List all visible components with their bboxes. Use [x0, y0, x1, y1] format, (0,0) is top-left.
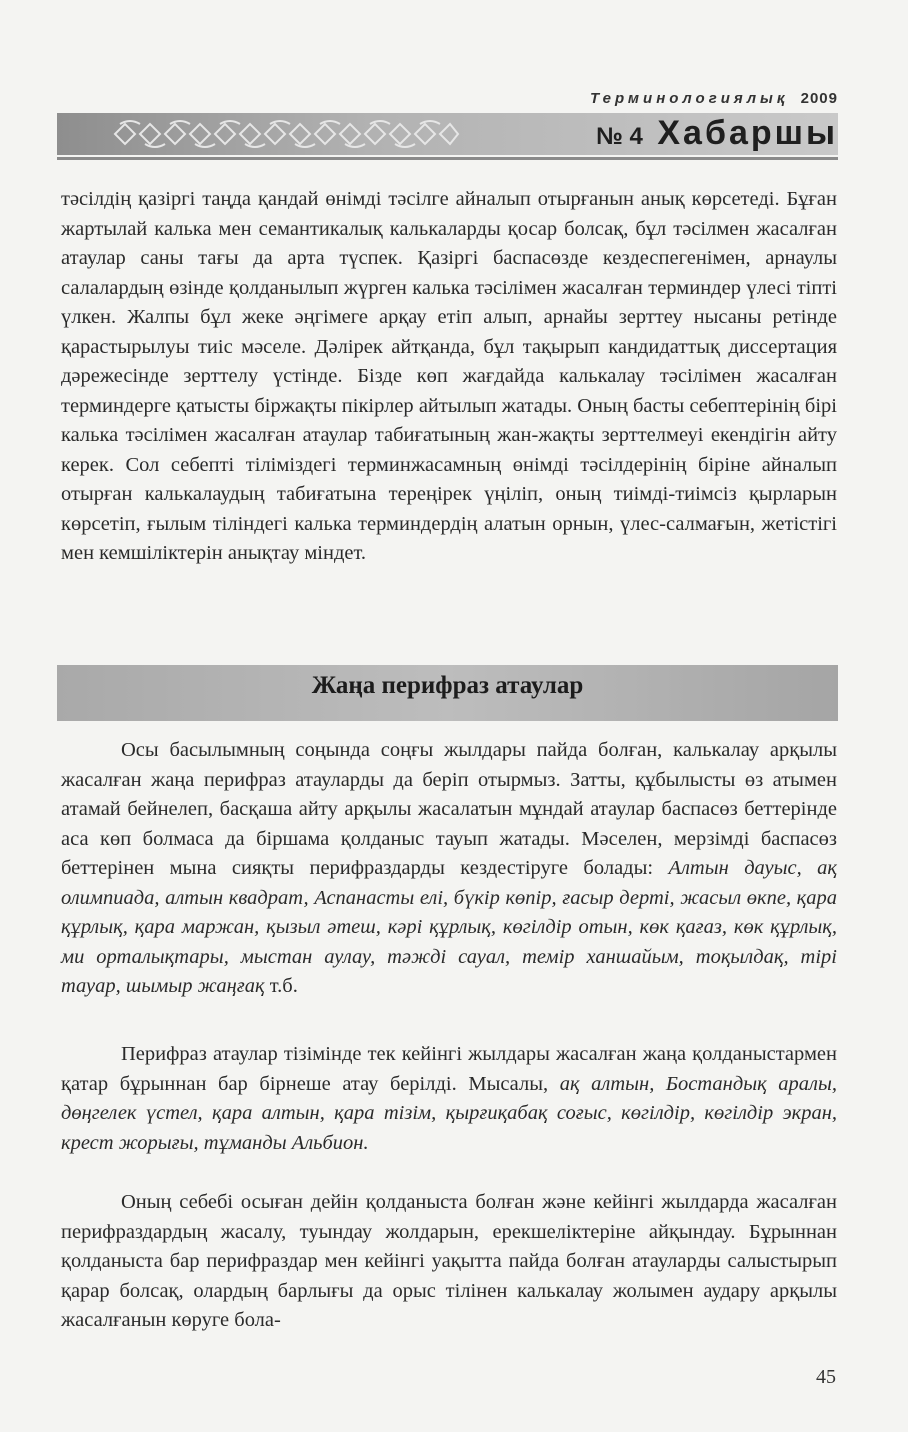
running-head [590, 90, 838, 107]
paragraph-conclusion: Оның себебі осыған дейін қолданыста болған және кейінгі жылдарда жасалған перифраздардың жасалу, туындау жолдарын, ерекшеліктеріне айқындау. Бұрыннан қолданыста бар перифраздар мен кейінгі уақытта пайда болған атауларды салыстырып қарар болсақ, олардың барлығы да орыс тілінен калькалау жолымен аудару арқылы жасалғанын көруге бола- [61, 1191, 837, 1331]
issue-title [596, 114, 838, 153]
paragraph-suffix: т.б. [264, 975, 298, 997]
example-list: ақ алтын, Бостандық аралы, дөңгелек үстел, қара алтын, қара тізім, қырғиқабақ соғыс, көгілдір, көгілдір экран, крест жорығы, тұманды Альбион. [61, 1072, 837, 1154]
year-label: 2009 [800, 90, 838, 107]
paragraph-periphrasis-list [61, 1040, 837, 1158]
paragraph-text: Осы басылымның соңында соңғы жылдары пайда болған, калькалау арқылы жасалған жаңа перифраз атауларды да беріп отырмыз. Затты, құбылысты өз атымен атамай бейнелеп, басқаша айту арқылы жасалатын мұндай атаулар баспасөз беттерінде аса көп болмаса да біршама қолданыс тауып жатады. Мәселен, мерзімді баспасөз беттерінен мына сияқты перифраздарды кездестіруге болады: [61, 739, 837, 879]
page-number: 45 [816, 1366, 836, 1388]
ornament-icon [110, 118, 460, 150]
issue-number: № 4 [596, 123, 643, 150]
issue-name: Хабаршы [657, 114, 838, 152]
section-title: Жаңа перифраз атаулар [311, 672, 584, 699]
paragraph-text: Перифраз атаулар тізімінде тек кейінгі жылдары жасалған жаңа қолданыстармен қатар бұрыннан бар бірнеше атау берілді. Мысалы, [61, 1043, 837, 1095]
journal-label: Терминологиялық [590, 90, 789, 107]
example-list: Алтын дауыс, ақ олимпиада, алтын квадрат, Аспанасты елі, бүкір көпір, ғасыр дерті, жасыл өкпе, қара құрлық, қара маржан, қызыл әтеш, кәрі құрлық, көгілдір отын, көк қағаз, көк құрлық, ми орталықтары, мыстан аулау, тәжді сауал, темір ханшайым, тоқылдақ, тірі тауар, шымыр жаңғақ [61, 857, 837, 997]
header-rule [57, 157, 838, 160]
paragraph-intro: тәсілдің қазіргі таңда қандай өнімді тәсілге айналып отырғанын анық көрсетеді. Бұған жартылай калька мен семантикалық калькаларды қосар болсақ, бұл тәсілмен жасалған атаулар саны тағы да арта түспек. Қазіргі баспасөзде кездеспегенімен, арнаулы салалардың өзінде қолданылып жүрген калька тәсілімен жасалған терминдер үлесі тіпті үлкен. Жалпы бұл жеке әңгімеге арқау етіп алып, арнайы зерттеу нысаны ретінде қарастырылуы тиіс мәселе. Дәлірек айтқанда, бұл тақырып кандидаттық диссертация дәрежесінде зерттелу үстінде. Бізде көп жағдайда калькалау тәсілімен жасалған терминдерге қатысты біржақты пікірлер айтылып жатады. Оның басты себептерінің бірі калька тәсілімен жасалған атаулар табиғатының жан-жақты зерттелмеуі екендігін айту керек. Сол себепті тіліміздегі терминжасамның өнімді тәсілдерінің біріне айналып отырған калькалаудың табиғатына тереңірек үңіліп, оның тиімді-тиімсіз қырларын көрсетіп, ғылым тіліндегі калька терминдердің алатын орнын, үлес-салмағын, жетістігі мен кемшіліктерін анықтау міндет. [61, 188, 837, 564]
paragraph-periphrasis-intro [61, 736, 837, 1002]
